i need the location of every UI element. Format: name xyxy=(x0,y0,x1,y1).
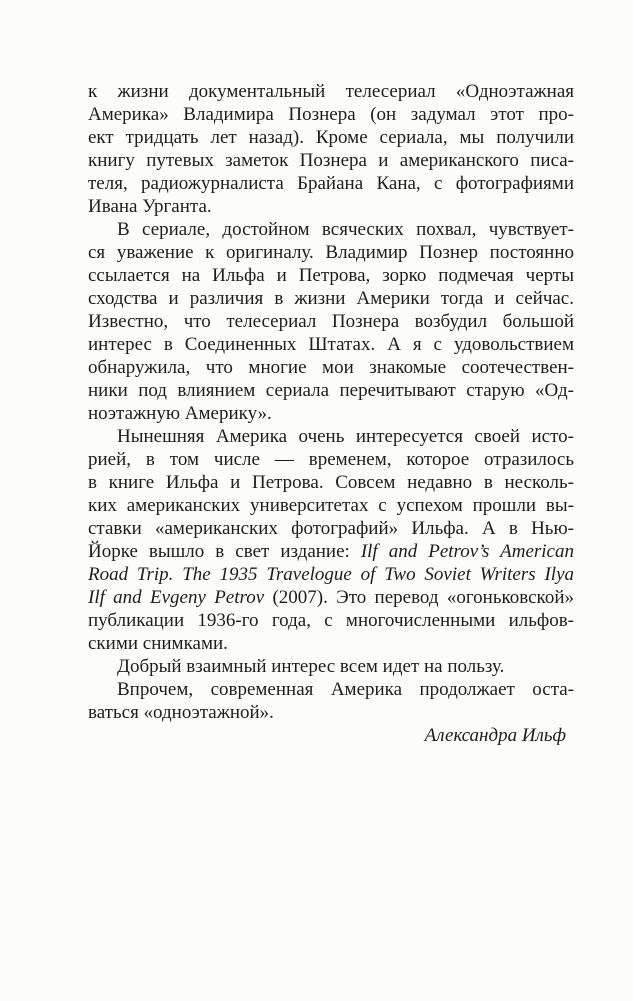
text-segment: Америка» Владимира Познера (он задумал этот про- xyxy=(88,104,574,125)
text-segment: Ивана Урганта. xyxy=(88,196,212,217)
page-text-block xyxy=(88,80,574,724)
book-title-italic-segment: Road Trip. The 1935 Travelogue of Two Soviet Writers Ilya xyxy=(88,564,574,585)
author-signature: Александра Ильф xyxy=(424,725,566,746)
text-line xyxy=(88,264,574,287)
text-line xyxy=(88,471,574,494)
text-segment: обнаружила, что многие мои знакомые соотечествен- xyxy=(88,357,574,378)
text-line xyxy=(88,126,574,149)
text-segment: интерес в Соединенных Штатах. А я с удовольствием xyxy=(88,334,574,355)
text-line xyxy=(88,195,574,218)
text-segment: книгу путевых заметок Познера и американского писа- xyxy=(88,150,574,171)
text-line xyxy=(88,241,574,264)
paragraph xyxy=(88,655,574,678)
text-line xyxy=(88,655,574,678)
text-segment: ссылается на Ильфа и Петрова, зорко подмечая черты xyxy=(88,265,574,286)
text-line xyxy=(88,448,574,471)
text-segment: ся уважение к оригиналу. Владимир Познер постоянно xyxy=(88,242,574,263)
text-line xyxy=(88,701,574,724)
text-segment: ноэтажную Америку». xyxy=(88,403,272,424)
text-line xyxy=(88,287,574,310)
text-segment: теля, радиожурналиста Брайана Кана, с фотографиями xyxy=(88,173,574,194)
text-segment: публикации 1936-го года, с многочисленными ильфов- xyxy=(88,610,574,631)
text-line xyxy=(88,425,574,448)
book-title-italic-segment: Ilf and Evgeny Petrov xyxy=(88,587,265,608)
text-segment: В сериале, достойном всяческих похвал, чувствует- xyxy=(117,219,574,240)
paragraph xyxy=(88,678,574,724)
text-line xyxy=(88,517,574,540)
text-line xyxy=(88,494,574,517)
text-segment: к жизни документальный телесериал «Одноэтажная xyxy=(88,81,574,102)
text-line xyxy=(88,678,574,701)
text-line xyxy=(88,356,574,379)
text-line xyxy=(88,563,574,586)
text-segment: Впрочем, современная Америка продолжает оста- xyxy=(117,679,574,700)
paragraph xyxy=(88,218,574,425)
text-segment: ставки «американских фотографий» Ильфа. А в Нью- xyxy=(88,518,574,539)
text-line xyxy=(88,632,574,655)
text-segment: Нынешняя Америка очень интересуется своей исто- xyxy=(117,426,574,447)
paragraph xyxy=(88,425,574,655)
text-segment: в книге Ильфа и Петрова. Совсем недавно в несколь- xyxy=(88,472,574,493)
text-line xyxy=(88,80,574,103)
text-segment: (2007). Это перевод «огоньковской» xyxy=(264,587,574,608)
text-segment: Добрый взаимный интерес всем идет на пользу. xyxy=(117,656,505,677)
text-line xyxy=(88,172,574,195)
text-line xyxy=(88,333,574,356)
text-line xyxy=(88,540,574,563)
text-segment: ники под влиянием сериала перечитывают старую «Од- xyxy=(88,380,574,401)
text-segment: Известно, что телесериал Познера возбудил большой xyxy=(88,311,574,332)
text-line xyxy=(88,586,574,609)
text-line xyxy=(88,218,574,241)
text-line xyxy=(88,310,574,333)
text-segment: Йорке вышло в свет издание: xyxy=(88,541,361,562)
text-segment: ект тридцать лет назад). Кроме сериала, мы получили xyxy=(88,127,574,148)
text-line xyxy=(88,402,574,425)
text-line xyxy=(88,379,574,402)
text-segment: сходства и различия в жизни Америки тогда и сейчас. xyxy=(88,288,574,309)
text-segment: ваться «одноэтажной». xyxy=(88,702,274,723)
text-line xyxy=(88,149,574,172)
text-line xyxy=(88,103,574,126)
book-title-italic-segment: Ilf and Petrov’s American xyxy=(360,541,574,562)
text-segment: рией, в том числе — временем, которое отразилось xyxy=(88,449,574,470)
text-segment: скими снимками. xyxy=(88,633,228,654)
text-line xyxy=(88,609,574,632)
text-segment: ких американских университетах с успехом прошли вы- xyxy=(88,495,574,516)
paragraph xyxy=(88,80,574,218)
